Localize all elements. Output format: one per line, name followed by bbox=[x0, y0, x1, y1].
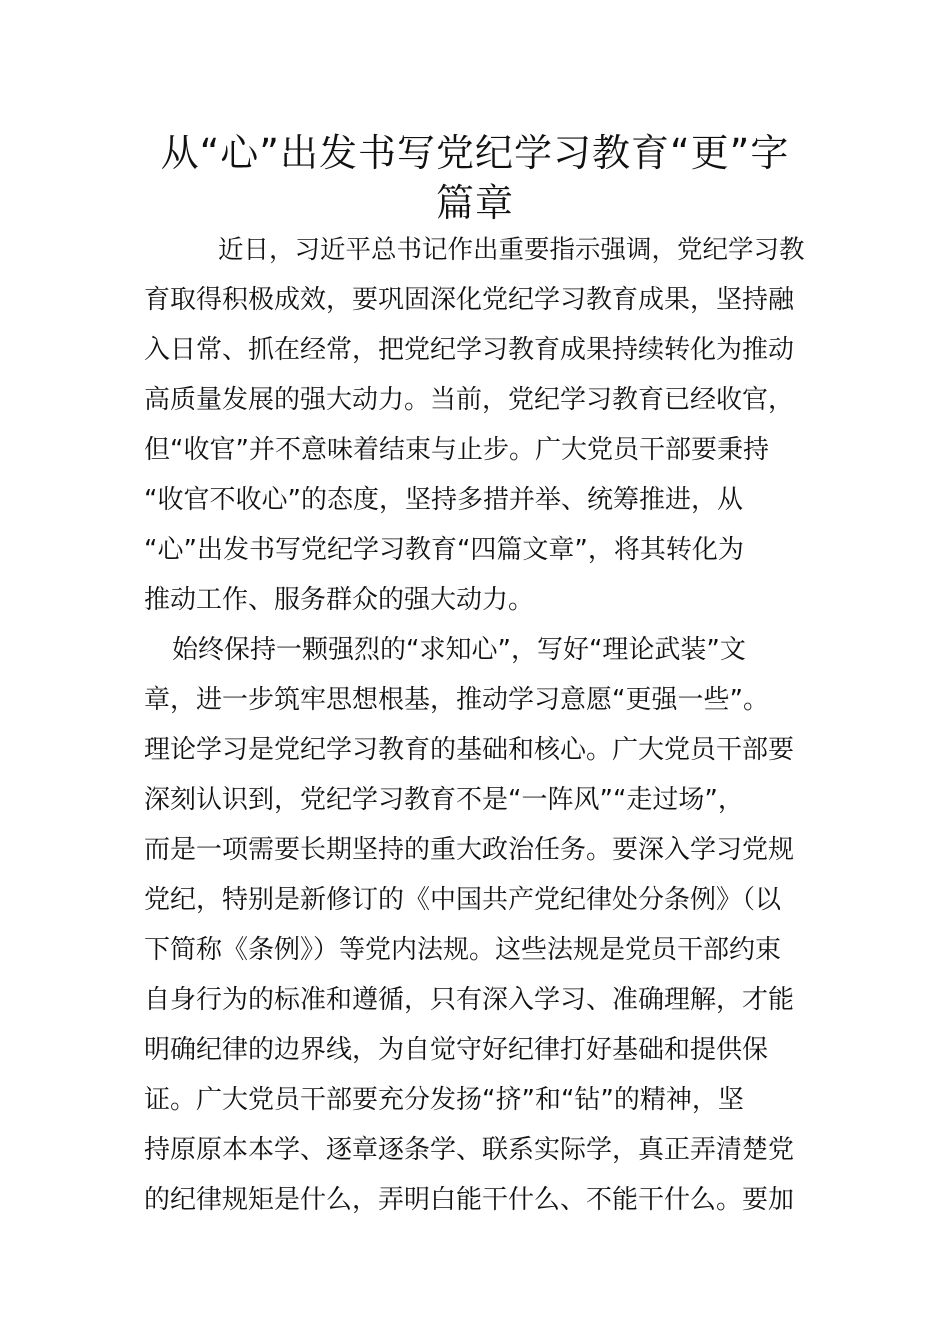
paragraph-line: 高质量发展的强大动力。当前，党纪学习教育已经收官， bbox=[144, 385, 795, 415]
paragraph-line: 近日，习近平总书记作出重要指示强调，党纪学习教 bbox=[218, 235, 805, 265]
paragraph-line: 理论学习是党纪学习教育的基础和核心。广大党员干部要 bbox=[144, 735, 795, 765]
paragraph-line: 而是一项需要长期坚持的重大政治任务。要深入学习党规 bbox=[144, 835, 795, 865]
paragraph-line: 的纪律规矩是什么，弄明白能干什么、不能干什么。要加 bbox=[144, 1185, 795, 1215]
document-title-line-2: 篇章 bbox=[435, 181, 514, 225]
paragraph-line: 但“收官”并不意味着结束与止步。广大党员干部要秉持 bbox=[144, 435, 769, 465]
paragraph-line: “收官不收心”的态度，坚持多措并举、统筹推进，从 bbox=[144, 485, 743, 515]
paragraph-line: 明确纪律的边界线，为自觉守好纪律打好基础和提供保 bbox=[144, 1035, 769, 1065]
paragraph-line: 下简称《条例》）等党内法规。这些法规是党员干部约束 bbox=[144, 935, 782, 965]
paragraph-line: “心”出发书写党纪学习教育“四篇文章”，将其转化为 bbox=[144, 535, 744, 565]
paragraph-line: 自身行为的标准和遵循，只有深入学习、准确理解，才能 bbox=[144, 985, 795, 1015]
paragraph-line: 育取得积极成效，要巩固深化党纪学习教育成果，坚持融 bbox=[144, 285, 795, 315]
paragraph-line: 党纪，特别是新修订的《中国共产党纪律处分条例》（以 bbox=[144, 885, 782, 915]
paragraph-line: 深刻认识到，党纪学习教育不是“一阵风”“走过场”， bbox=[144, 785, 744, 815]
paragraph-line: 证。广大党员干部要充分发扬“挤”和“钻”的精神，坚 bbox=[144, 1085, 744, 1115]
paragraph-line: 推动工作、服务群众的强大动力。 bbox=[144, 585, 535, 615]
paragraph-line: 章，进一步筑牢思想根基，推动学习意愿“更强一些”。 bbox=[144, 685, 769, 715]
document-title-line-1: 从“心”出发书写党纪学习教育“更”字 bbox=[160, 131, 790, 175]
paragraph-line: 入日常、抓在经常，把党纪学习教育成果持续转化为推动 bbox=[144, 335, 795, 365]
paragraph-line: 始终保持一颗强烈的“求知心”，写好“理论武装”文 bbox=[172, 635, 746, 665]
paragraph-line: 持原原本本学、逐章逐条学、联系实际学，真正弄清楚党 bbox=[144, 1135, 795, 1165]
